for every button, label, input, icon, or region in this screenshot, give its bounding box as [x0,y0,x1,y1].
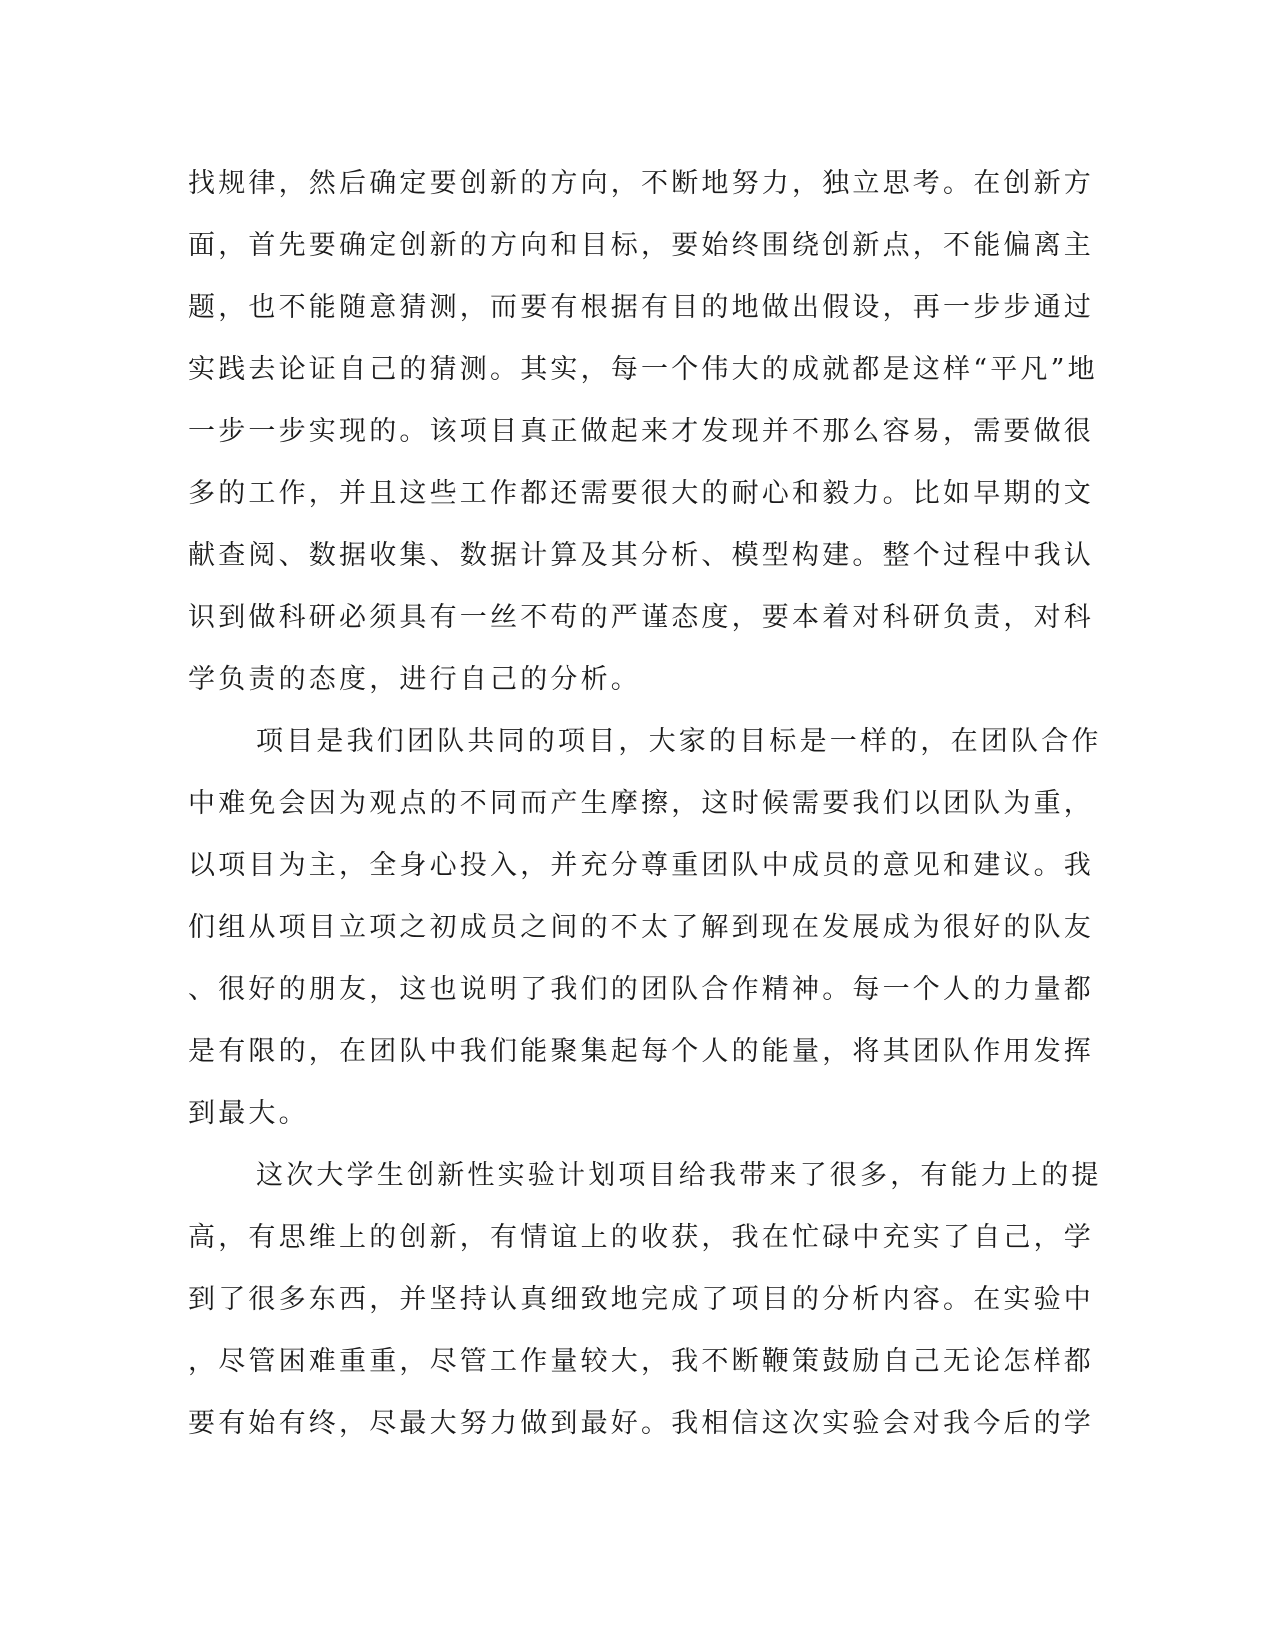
paragraph-line: 高，有思维上的创新，有情谊上的收获，我在忙碌中充实了自己，学 [188,1222,1094,1253]
paragraph-line: 这次大学生创新性实验计划项目给我带来了很多，有能力上的提 [256,1160,1102,1191]
paragraph-line: 实践去论证自己的猜测。其实，每一个伟大的成就都是这样“平凡”地 [188,354,1098,385]
paragraph-line: 题，也不能随意猜测，而要有根据有目的地做出假设，再一步步通过 [188,292,1094,323]
paragraph-line: 到最大。 [188,1098,309,1129]
paragraph-line: 中难免会因为观点的不同而产生摩擦，这时候需要我们以团队为重， [188,788,1094,819]
paragraph-line: 面，首先要确定创新的方向和目标，要始终围绕创新点，不能偏离主 [188,230,1094,261]
paragraph-line: ，尽管困难重重，尽管工作量较大，我不断鞭策鼓励自己无论怎样都 [188,1346,1094,1377]
paragraph-3 [188,1145,1102,1455]
paragraph-line: 、很好的朋友，这也说明了我们的团队合作精神。每一个人的力量都 [188,974,1094,1005]
paragraph-line: 要有始有终，尽最大努力做到最好。我相信这次实验会对我今后的学 [188,1408,1094,1439]
paragraph-line: 多的工作，并且这些工作都还需要很大的耐心和毅力。比如早期的文 [188,478,1094,509]
paragraph-line: 们组从项目立项之初成员之间的不太了解到现在发展成为很好的队友 [188,912,1094,943]
paragraph-line: 是有限的，在团队中我们能聚集起每个人的能量，将其团队作用发挥 [188,1036,1094,1067]
paragraph-line: 找规律，然后确定要创新的方向，不断地努力，独立思考。在创新方 [188,168,1094,199]
paragraph-1 [188,153,1098,711]
paragraph-line: 到了很多东西，并坚持认真细致地完成了项目的分析内容。在实验中 [188,1284,1094,1315]
paragraph-line: 学负责的态度，进行自己的分析。 [188,664,641,695]
paragraph-line: 项目是我们团队共同的项目，大家的目标是一样的，在团队合作 [256,726,1102,757]
paragraph-2 [188,711,1102,1145]
document-body [188,153,1102,1455]
paragraph-line: 一步一步实现的。该项目真正做起来才发现并不那么容易，需要做很 [188,416,1094,447]
paragraph-line: 识到做科研必须具有一丝不苟的严谨态度，要本着对科研负责，对科 [188,602,1094,633]
paragraph-line: 献查阅、数据收集、数据计算及其分析、模型构建。整个过程中我认 [188,540,1094,571]
paragraph-line: 以项目为主，全身心投入，并充分尊重团队中成员的意见和建议。我 [188,850,1094,881]
